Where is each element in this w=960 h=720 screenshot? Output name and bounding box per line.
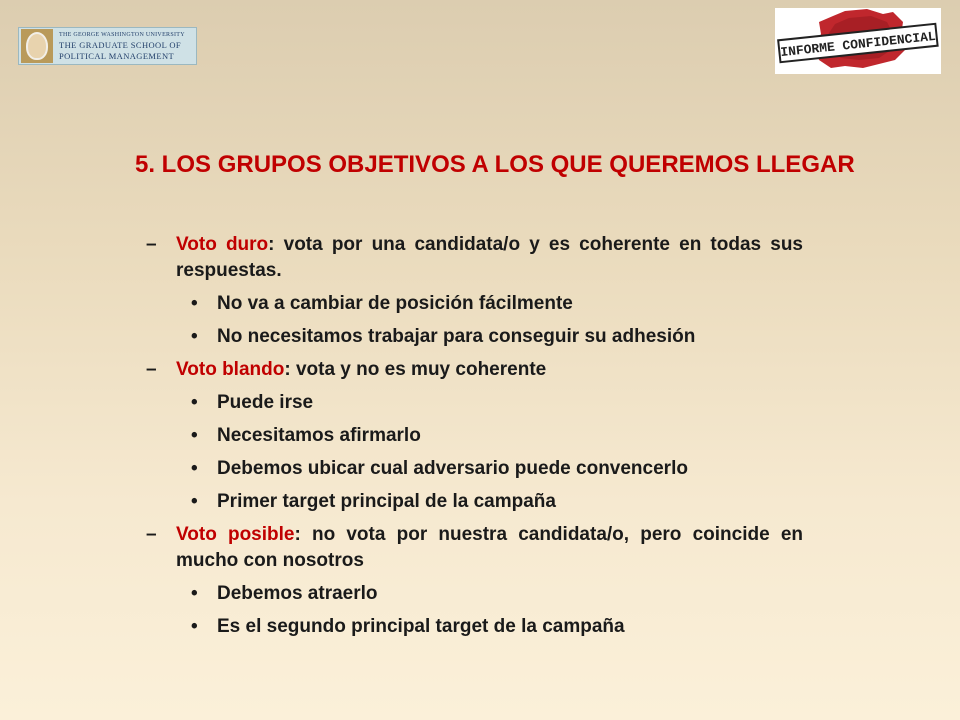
bullet-dot: • [191, 392, 198, 413]
gwu-gspm-logo [18, 27, 197, 65]
dash-bullet: – [146, 359, 157, 380]
bullet-dot: • [191, 616, 198, 637]
sub-list-item: • No va a cambiar de posición fácilmente [188, 291, 803, 317]
list-item-voto-posible [146, 522, 803, 574]
bullet-dot: • [191, 293, 198, 314]
sub-list-item: • Debemos atraerlo [188, 581, 803, 607]
definition-voto-duro: : vota por una candidata/o y es coherente en todas sus respuestas. [176, 234, 803, 281]
informe-confidencial-logo [775, 8, 941, 74]
washington-portrait-icon [21, 29, 53, 63]
stamp-text: INFORME CONFIDENCIAL [779, 28, 937, 61]
list-item-voto-duro [146, 232, 803, 284]
dash-bullet: – [146, 524, 157, 545]
dash-bullet: – [146, 234, 157, 255]
definition-voto-blando: : vota y no es muy coherente [284, 359, 547, 380]
logo-line-1: THE GEORGE WASHINGTON UNIVERSITY [59, 32, 185, 38]
sub-list-item: • Primer target principal de la campaña [188, 489, 803, 515]
sub-list-item: • Puede irse [188, 390, 803, 416]
confidential-stamp-icon [775, 8, 941, 74]
sub-list-item: • Debemos ubicar cual adversario puede convencerlo [188, 456, 803, 482]
term-voto-duro: Voto duro [176, 234, 269, 255]
sub-list-item: • Necesitamos afirmarlo [188, 423, 803, 449]
bullet-dot: • [191, 326, 198, 347]
logo-line-2: THE GRADUATE SCHOOL OF [59, 40, 182, 50]
bullet-dot: • [191, 425, 198, 446]
bullet-dot: • [191, 583, 198, 604]
slide-content [146, 232, 803, 647]
definition-voto-posible: : no vota por nuestra candidata/o, pero coincide en mucho con nosotros [176, 524, 803, 571]
list-item-voto-blando [146, 357, 803, 383]
sub-list-item: • Es el segundo principal target de la campaña [188, 614, 803, 640]
logo-line-3: POLITICAL MANAGEMENT [59, 50, 175, 61]
sub-list-item: • No necesitamos trabajar para conseguir su adhesión [188, 324, 803, 350]
slide-title: 5. LOS GRUPOS OBJETIVOS A LOS QUE QUEREMOS LLEGAR [135, 151, 855, 178]
logo-text [59, 32, 185, 60]
bullet-dot: • [191, 458, 198, 479]
term-voto-posible: Voto posible [176, 524, 295, 545]
term-voto-blando: Voto blando [176, 359, 285, 380]
bullet-dot: • [191, 491, 198, 512]
